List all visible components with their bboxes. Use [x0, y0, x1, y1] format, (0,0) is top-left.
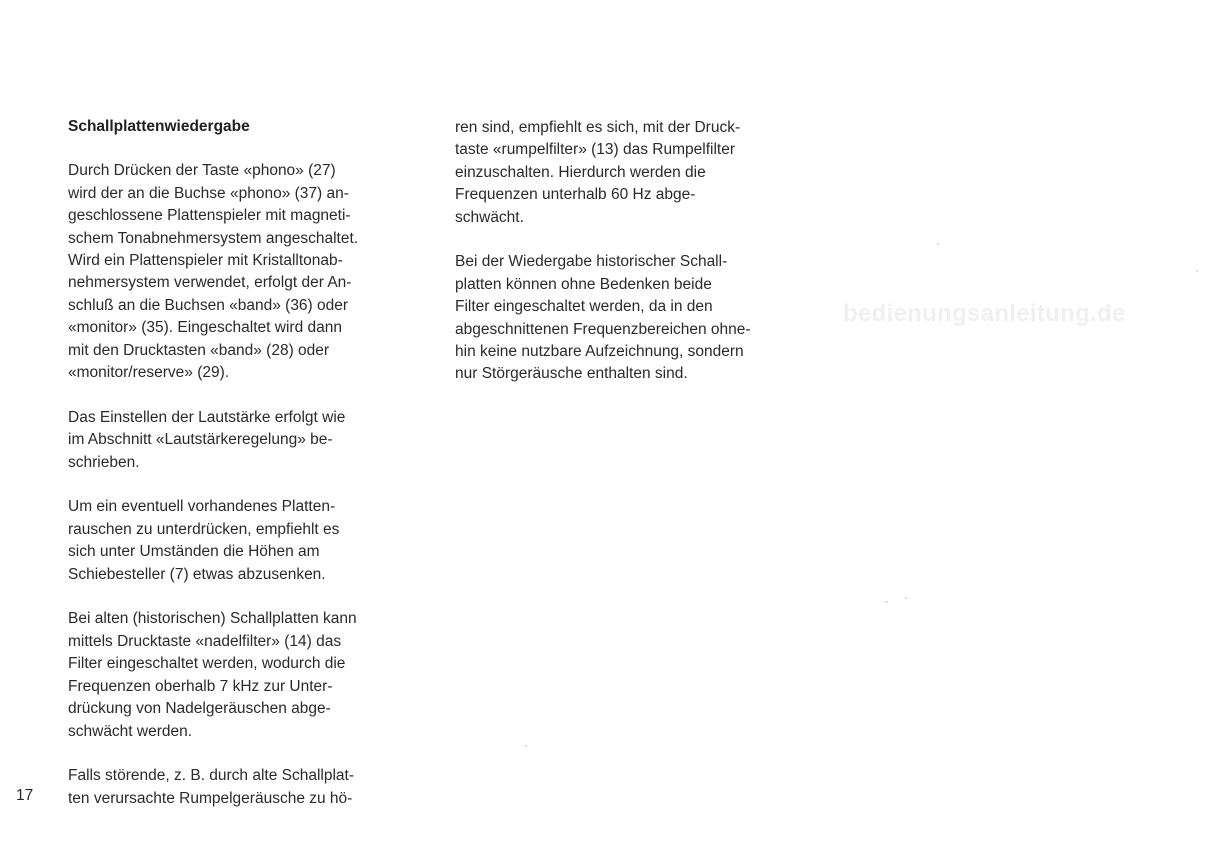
text-line: Filter eingeschaltet werden, da in den	[455, 298, 713, 316]
scan-speck	[525, 745, 527, 747]
paragraph	[68, 765, 418, 810]
text-line: Bei alten (historischen) Schallplatten kann	[68, 610, 357, 628]
text-line: abgeschnittenen Frequenzbereichen ohne-	[455, 320, 751, 338]
text-line: «monitor» (35). Eingeschaltet wird dann	[68, 319, 342, 337]
text-line: nehmersystem verwendet, erfolgt der An-	[68, 274, 352, 292]
section-heading: Schallplattenwiedergabe	[68, 118, 250, 135]
text-line: Schiebesteller (7) etwas abzusenken.	[68, 565, 326, 583]
paragraph	[455, 117, 805, 229]
text-line: Wird ein Plattenspieler mit Kristalltonab-	[68, 252, 343, 270]
text-line: mit den Drucktasten «band» (28) oder	[68, 341, 330, 359]
scan-speck	[885, 601, 888, 603]
text-line: im Abschnitt «Lautstärkeregelung» be-	[68, 431, 333, 449]
text-line: einzuschalten. Hierdurch werden die	[455, 163, 706, 181]
text-line: ten verursachte Rumpelgeräusche zu hö-	[68, 789, 353, 807]
text-line: Frequenzen oberhalb 7 kHz zur Unter-	[68, 677, 333, 695]
text-line: schem Tonabnehmersystem angeschaltet.	[68, 229, 359, 247]
text-line: geschlossene Plattenspieler mit magneti-	[68, 207, 351, 225]
text-line: nur Störgeräusche enthalten sind.	[455, 365, 688, 383]
paragraph	[68, 407, 418, 474]
text-line: schwächt.	[455, 208, 524, 226]
paragraph	[68, 160, 418, 384]
text-line: schwächt werden.	[68, 722, 193, 740]
text-line: platten können ohne Bedenken beide	[455, 275, 712, 293]
text-line: schluß an die Buchsen «band» (36) oder	[68, 296, 349, 314]
text-line: taste «rumpelfilter» (13) das Rumpelfilter	[455, 141, 735, 159]
text-line: wird der an die Buchse «phono» (37) an-	[68, 184, 349, 202]
text-line: Um ein eventuell vorhandenes Platten-	[68, 498, 336, 516]
text-line: «monitor/reserve» (29).	[68, 364, 230, 382]
paragraph	[455, 251, 805, 385]
text-line: Falls störende, z. B. durch alte Schallplat-	[68, 767, 355, 785]
text-line: schrieben.	[68, 453, 140, 471]
scan-speck	[937, 243, 939, 245]
text-line: Das Einstellen der Lautstärke erfolgt wie	[68, 408, 346, 426]
page-number: 17	[16, 787, 34, 804]
text-line: Bei der Wiedergabe historischer Schall-	[455, 253, 728, 271]
left-column	[68, 114, 418, 833]
watermark: bedienungsanleitung.de	[843, 300, 1126, 327]
text-line: rauschen zu unterdrücken, empfiehlt es	[68, 520, 340, 538]
text-line: ren sind, empfiehlt es sich, mit der Druck-	[455, 119, 741, 136]
text-line: Filter eingeschaltet werden, wodurch die	[68, 655, 346, 673]
text-line: sich unter Umständen die Höhen am	[68, 543, 320, 561]
right-column	[455, 117, 805, 408]
scan-speck	[1196, 270, 1198, 272]
text-line: Frequenzen unterhalb 60 Hz abge-	[455, 186, 696, 204]
text-line: mittels Drucktaste «nadelfilter» (14) das	[68, 632, 342, 650]
paragraph	[68, 496, 418, 586]
text-line: hin keine nutzbare Aufzeichnung, sondern	[455, 343, 744, 361]
paragraph	[68, 608, 418, 742]
text-line: Durch Drücken der Taste «phono» (27)	[68, 162, 336, 180]
text-line: drückung von Nadelgeräuschen abge-	[68, 700, 331, 718]
scan-speck	[905, 597, 907, 599]
